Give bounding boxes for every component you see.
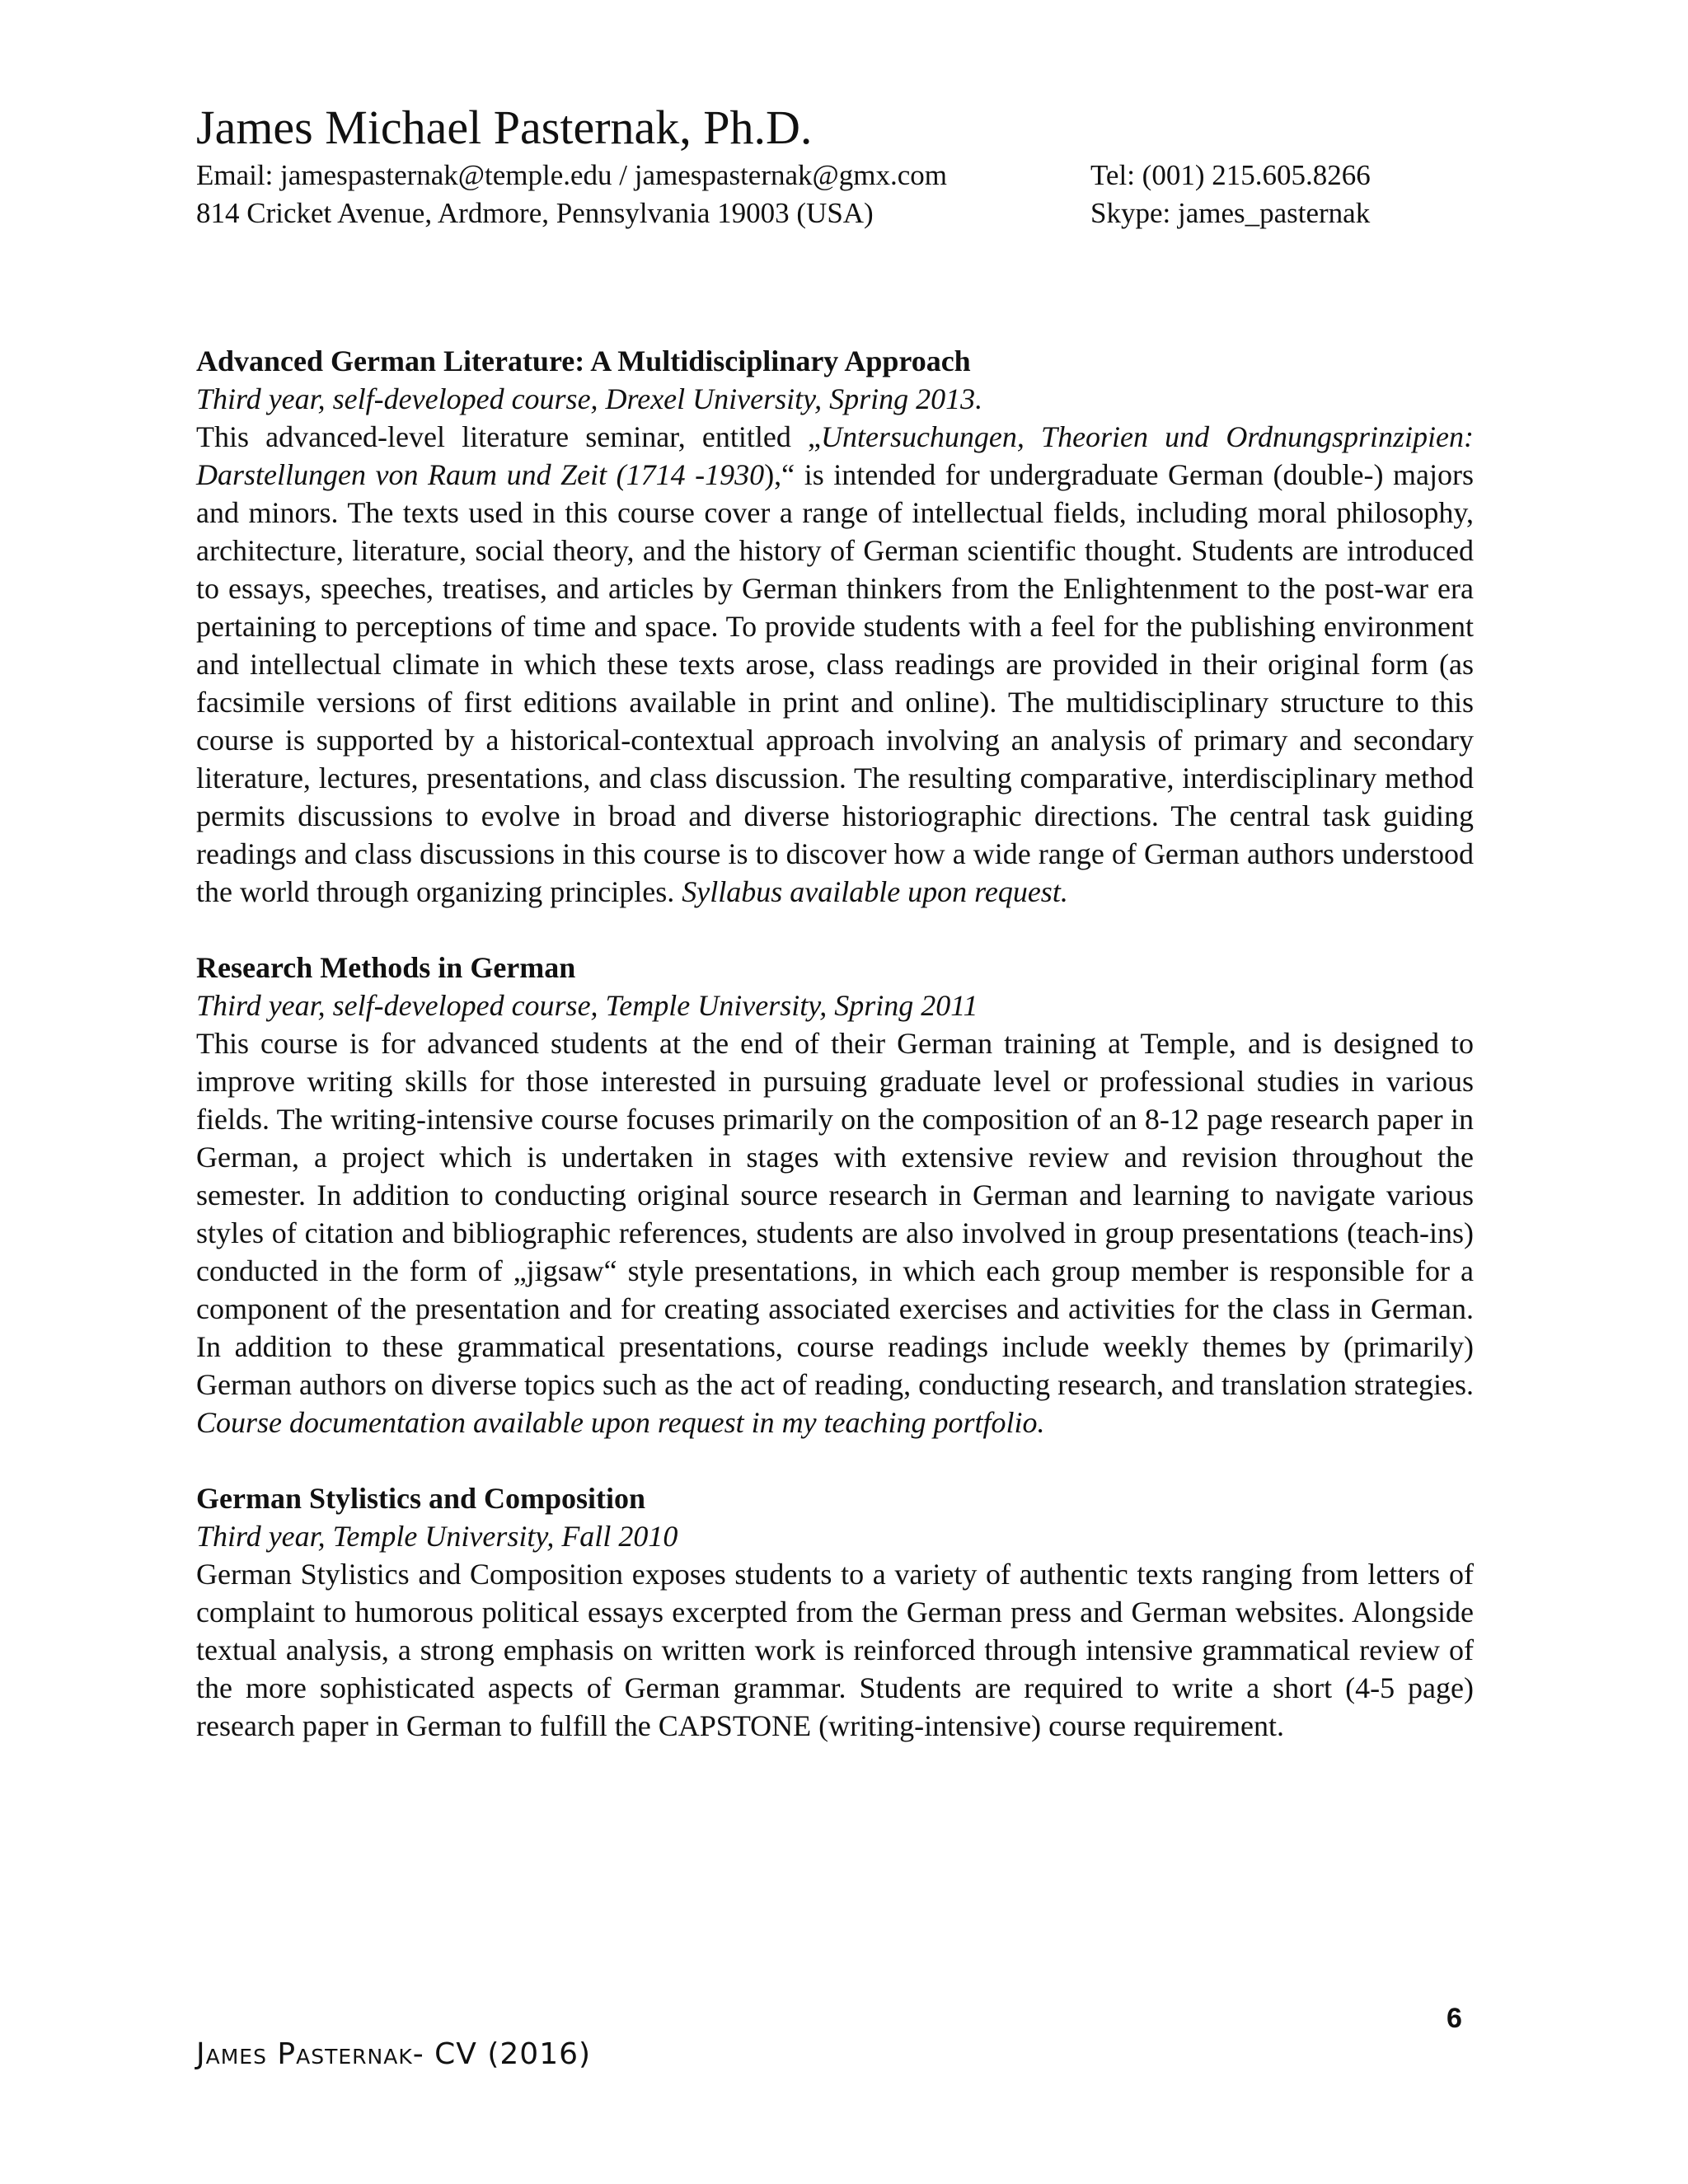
cv-name: James Michael Pasternak, Ph.D. (196, 101, 813, 154)
course-description (196, 1024, 1474, 1441)
course-availability-note: Syllabus available upon request. (682, 875, 1068, 908)
contact-row-2 (196, 194, 1474, 232)
course-subtitle: Third year, self-developed course, Drexel University, Spring 2013. (196, 382, 983, 415)
contact-row-1 (196, 157, 1474, 194)
course-availability-note: Course documentation available upon request in my teaching portfolio. (196, 1406, 1045, 1439)
course-entry-advanced-german-literature (196, 342, 1474, 911)
course-subtitle: Third year, Temple University, Fall 2010 (196, 1520, 678, 1553)
course-title: German Stylistics and Composition (196, 1482, 646, 1515)
course-description-text: This course is for advanced students at the end of their German training at Temple, and is designed to improve writing skills for those interested in pursuing graduate level or professional studies in various fields. The writing-intensive course focuses primarily on the composition of an 8-12 page research paper in German, a project which is undertaken in stages with extensive review and revision throughout the semester. In addition to conducting original source research in German and learning to navigate various styles of citation and bibliographic references, students are also involved in group presentations (teach-ins) conducted in the form of „jigsaw“ style presentations, in which each group member is responsible for a component of the presentation and for creating associated exercises and activities for the class in German. In addition to these grammatical presentations, course readings include weekly themes by (primarily) German authors on diverse topics such as the act of reading, conducting research, and translation strategies. (196, 1027, 1474, 1401)
address-text: 814 Cricket Avenue, Ardmore, Pennsylvania 19003 (USA) (196, 197, 874, 229)
course-title: Research Methods in German (196, 951, 576, 984)
course-description-text: German Stylistics and Composition exposes students to a variety of authentic texts ranging from letters of complaint to humorous political essays excerpted from the German press and German websites. Alongside textual analysis, a strong emphasis on written work is reinforced through intensive grammatical review of the more sophisticated aspects of German grammar. Students are required to write a short (4-5 page) research paper in German to fulfill the CAPSTONE (writing-intensive) course requirement. (196, 1558, 1474, 1742)
course-seminar-title: Untersuchungen, Theorien und Ordnungsprinzipien: Darstellungen von Raum und Zeit (1714 -1930 (196, 420, 1474, 491)
email-text: Email: jamespasternak@temple.edu / jamespasternak@gmx.com (196, 159, 947, 191)
page-footer: James Pasternak- CV (2016) (196, 2037, 592, 2071)
course-description (196, 418, 1474, 911)
course-entry-german-stylistics (196, 1479, 1474, 1745)
course-entry-research-methods (196, 949, 1474, 1441)
skype-text: Skype: james_pasternak (1090, 197, 1371, 229)
cv-header (196, 99, 1474, 232)
page-number: 6 (1447, 2003, 1462, 2034)
course-description-text: ),“ is intended for undergraduate German (double-) majors and minors. The texts used in this course cover a range of intellectual fields, including moral philosophy, architecture, literature, social theory, and the history of German scientific thought. Students are introduced to essays, speeches, treatises, and articles by German thinkers from the Enlightenment to the post-war era pertaining to perceptions of time and space. To provide students with a feel for the publishing environment and intellectual climate in which these texts arose, class readings are provided in their original form (as facsimile versions of first editions available in print and online). The multidisciplinary structure to this course is supported by a historical-contextual approach involving an analysis of primary and secondary literature, lectures, presentations, and class discussion. The resulting comparative, interdisciplinary method permits discussions to evolve in broad and diverse historiographic directions. The central task guiding readings and class discussions in this course is to discover how a wide range of German authors understood the world through organizing principles. (196, 458, 1475, 908)
course-list (196, 342, 1474, 1783)
phone-text: Tel: (001) 215.605.8266 (1090, 159, 1371, 191)
course-title: Advanced German Literature: A Multidisciplinary Approach (196, 344, 971, 377)
course-subtitle: Third year, self-developed course, Temple University, Spring 2011 (196, 989, 978, 1022)
course-description (196, 1555, 1474, 1745)
course-description-text: This advanced-level literature seminar, entitled „ (196, 420, 821, 453)
